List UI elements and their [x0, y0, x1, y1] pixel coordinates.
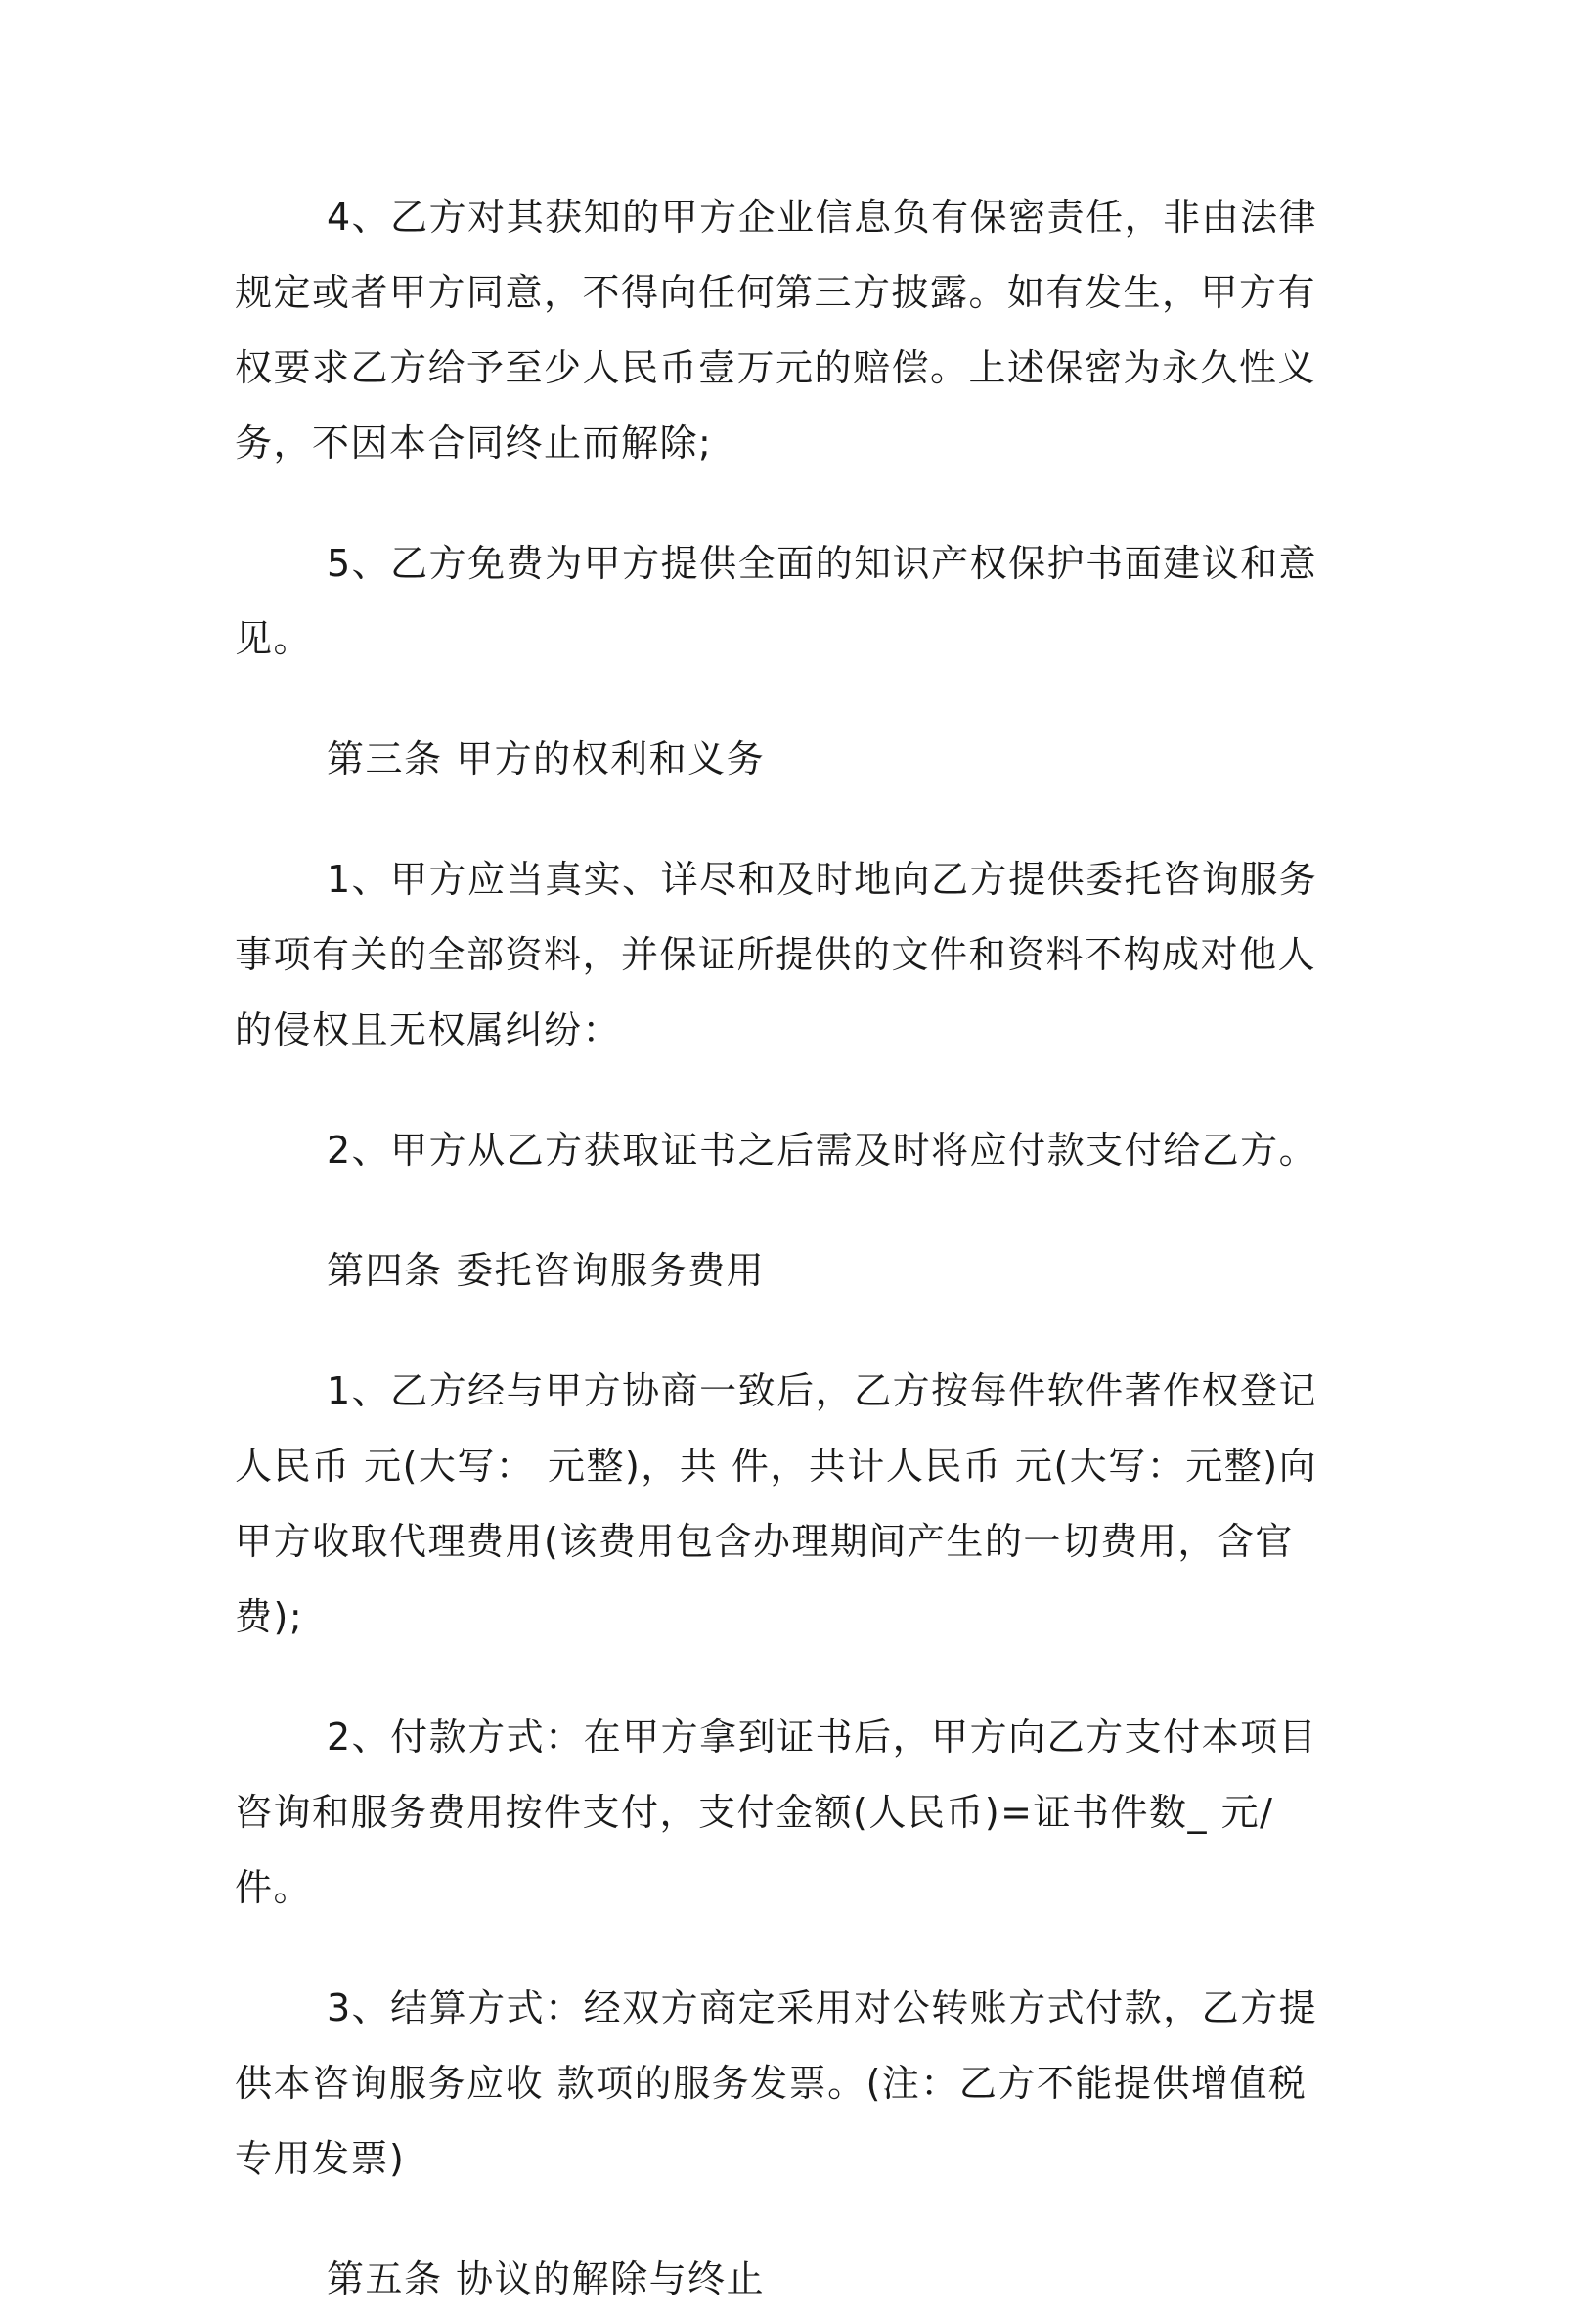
article-5-heading: 第五条 协议的解除与终止 [327, 2257, 766, 2300]
clause-4-paragraph: 4、乙方对其获知的甲方企业信息负有保密责任，非由法律规定或者甲方同意，不得向任何第三方披露。如有发生，甲方有权要求乙方给予至少人民币壹万元的赔偿。上述保密为永久性义务，不因本合同终止而解除; [235, 196, 1318, 465]
article-4-clause-3: 3、结算方式：经双方商定采用对公转账方式付款，乙方提供本咨询服务应收 款项的服务发票。(注：乙方不能提供增值税专用发票) [235, 1986, 1318, 2180]
paragraph-gap [235, 481, 1332, 526]
paragraph-gap [235, 797, 1332, 842]
article-3-heading: 第三条 甲方的权利和义务 [327, 737, 766, 780]
clause-5-paragraph: 5、乙方免费为甲方提供全面的知识产权保护书面建议和意见。 [235, 542, 1318, 660]
paragraph-gap [235, 2197, 1332, 2242]
article-3-clause-1: 1、甲方应当真实、详尽和及时地向乙方提供委托咨询服务事项有关的全部资料，并保证所提供的文件和资料不构成对他人的侵权且无权属纠纷： [235, 858, 1318, 1051]
paragraph-gap [235, 677, 1332, 722]
paragraph-gap [235, 1188, 1332, 1233]
article-3-clause-2: 2、甲方从乙方获取证书之后需及时将应付款支付给乙方。 [327, 1129, 1318, 1172]
article-4-clause-2: 2、付款方式：在甲方拿到证书后，甲方向乙方支付本项目咨询和服务费用按件支付，支付金额(人民币)=证书件数_ 元/件。 [235, 1715, 1318, 1909]
paragraph-gap [235, 1655, 1332, 1700]
document-page [235, 180, 1332, 2317]
paragraph-gap [235, 1068, 1332, 1113]
paragraph-gap [235, 1926, 1332, 1971]
paragraph-gap [235, 1309, 1332, 1354]
article-4-clause-1: 1、乙方经与甲方协商一致后，乙方按每件软件著作权登记人民币 元(大写： 元整)，共 件，共计人民币 元(大写：元整)向甲方收取代理费用(该费用包含办理期间产生的一切费用，含官费); [235, 1369, 1318, 1638]
article-4-heading: 第四条 委托咨询服务费用 [327, 1249, 766, 1292]
